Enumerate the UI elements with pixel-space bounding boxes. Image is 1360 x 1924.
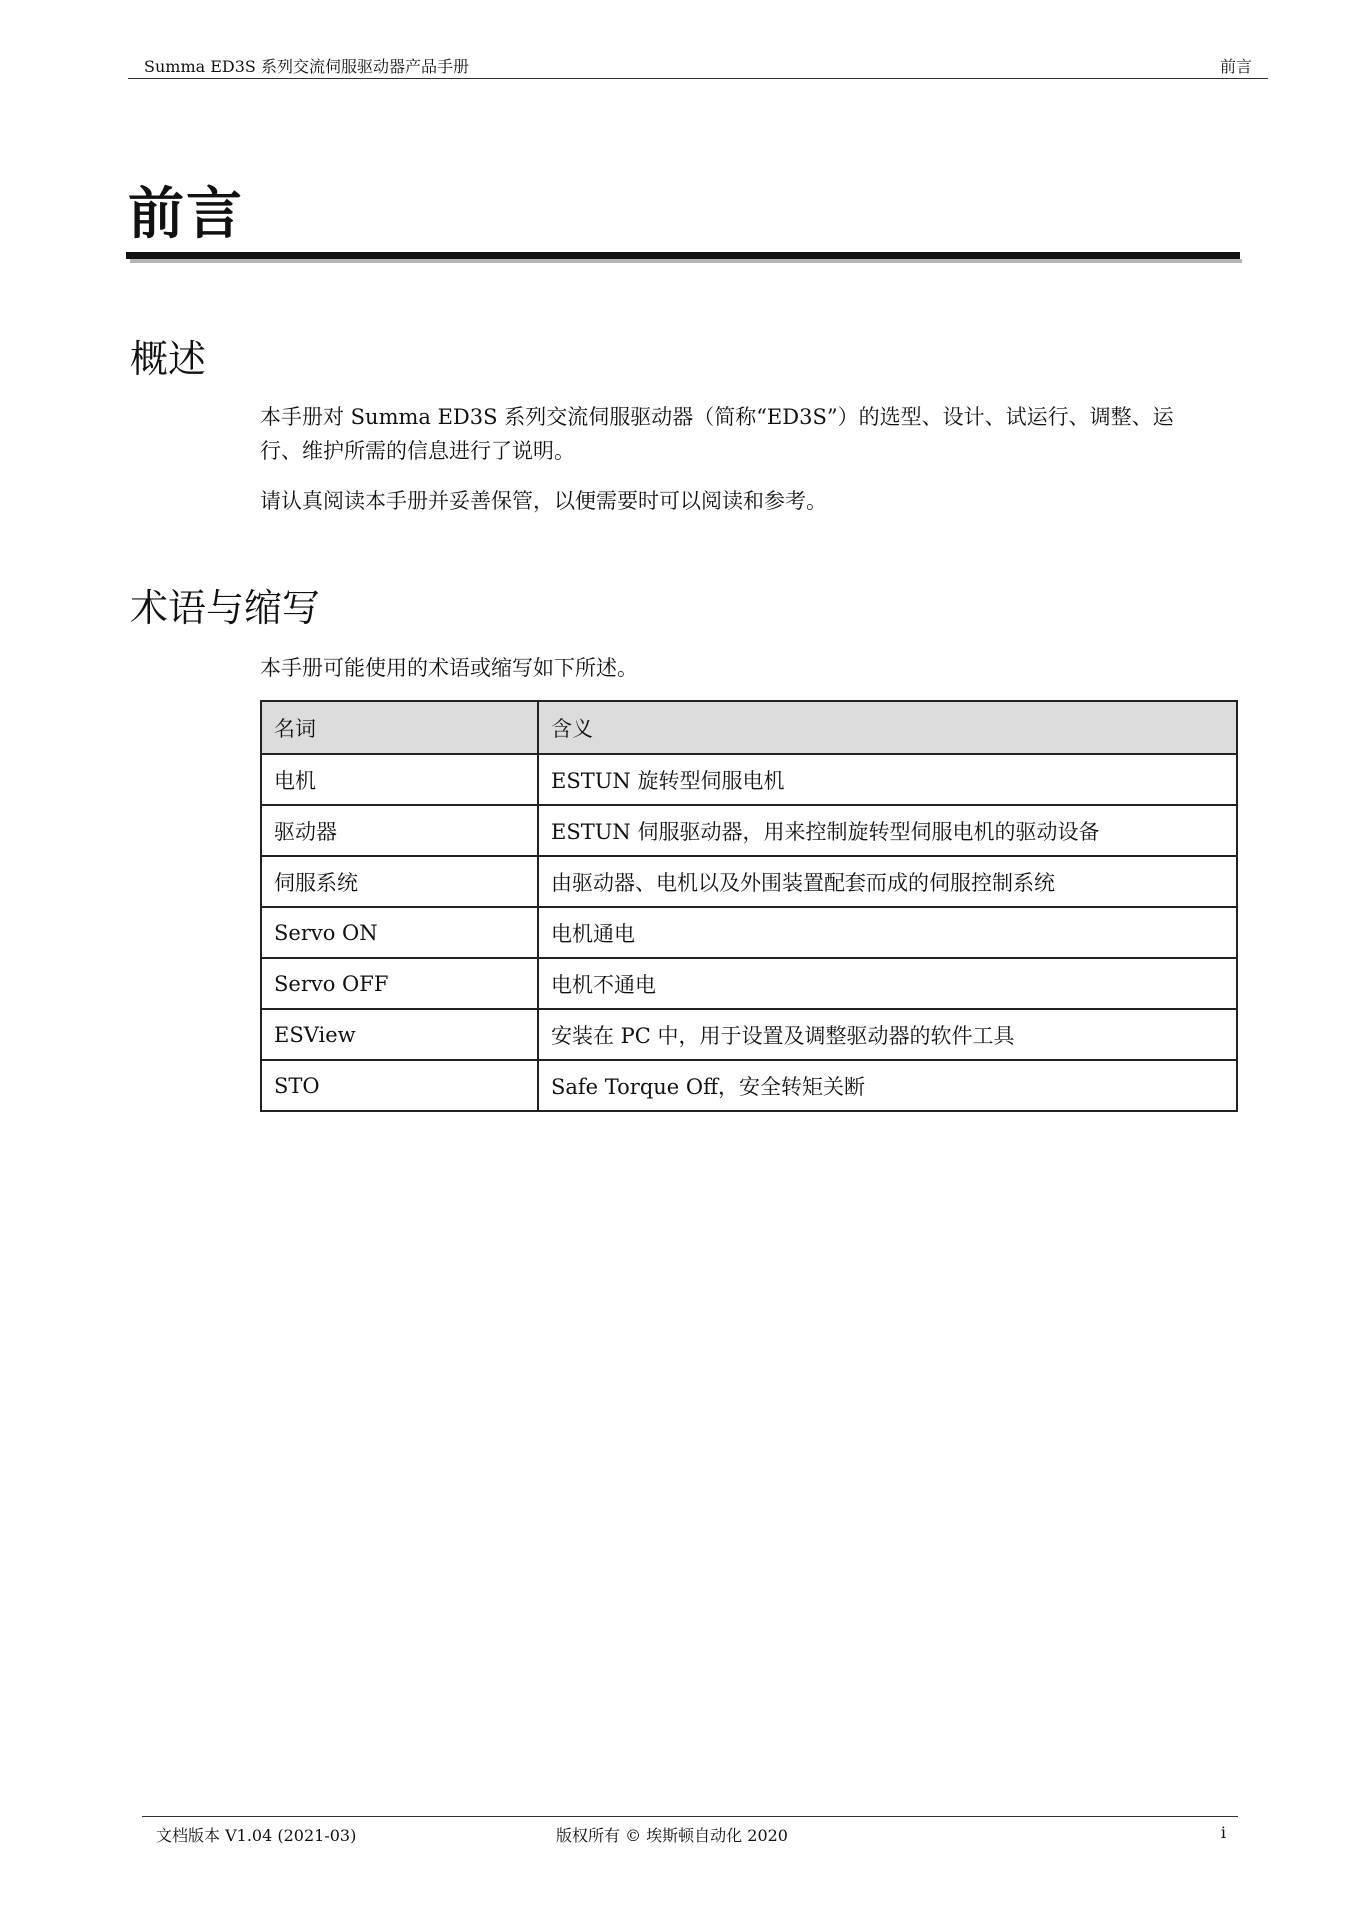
title-rule (126, 252, 1240, 259)
overview-heading: 概述 (130, 337, 207, 381)
terms-heading: 术语与缩写 (130, 586, 321, 630)
overview-paragraph-1-line-2: 行、维护所需的信息进行了说明。 (260, 439, 575, 463)
term-cell: ESView (261, 1009, 538, 1060)
chapter-name: 前言 (1219, 57, 1252, 76)
term-cell: Servo OFF (261, 958, 538, 1009)
table-row (261, 754, 1237, 805)
page-footer (142, 1816, 1238, 1847)
table-row (261, 856, 1237, 907)
table-row (261, 1060, 1237, 1111)
overview-paragraph-1 (260, 400, 1238, 468)
term-cell: STO (261, 1060, 538, 1111)
column-header-meaning: 含义 (538, 701, 1237, 754)
term-cell: 电机 (261, 754, 538, 805)
overview-paragraph-2: 请认真阅读本手册并妥善保管，以便需要时可以阅读和参考。 (260, 489, 827, 513)
term-cell: 驱动器 (261, 805, 538, 856)
page-title: 前言 (128, 181, 244, 247)
page-header (128, 52, 1268, 79)
terms-table (260, 700, 1238, 1112)
title-rule-shadow (130, 259, 1242, 263)
meaning-cell: 电机不通电 (538, 958, 1237, 1009)
meaning-cell: ESTUN 旋转型伺服电机 (538, 754, 1237, 805)
document-title: Summa ED3S 系列交流伺服驱动器产品手册 (144, 57, 469, 76)
meaning-cell: 电机通电 (538, 907, 1237, 958)
page-number: i (1220, 1823, 1226, 1842)
table-row (261, 805, 1237, 856)
term-cell: Servo ON (261, 907, 538, 958)
terms-intro: 本手册可能使用的术语或缩写如下所述。 (260, 656, 638, 680)
meaning-cell: 由驱动器、电机以及外围装置配套而成的伺服控制系统 (538, 856, 1237, 907)
meaning-cell: ESTUN 伺服驱动器，用来控制旋转型伺服电机的驱动设备 (538, 805, 1237, 856)
table-row (261, 958, 1237, 1009)
table-row (261, 907, 1237, 958)
document-version: 文档版本 V1.04 (2021-03) (156, 1826, 357, 1845)
table-header-row (261, 701, 1237, 754)
overview-paragraph-1-line-1: 本手册对 Summa ED3S 系列交流伺服驱动器（简称“ED3S”）的选型、设计、试运行、调整、运 (260, 405, 1174, 429)
column-header-term: 名词 (261, 701, 538, 754)
meaning-cell: 安装在 PC 中，用于设置及调整驱动器的软件工具 (538, 1009, 1237, 1060)
table-row (261, 1009, 1237, 1060)
copyright-notice: 版权所有 © 埃斯顿自动化 2020 (556, 1826, 788, 1845)
term-cell: 伺服系统 (261, 856, 538, 907)
meaning-cell: Safe Torque Off，安全转矩关断 (538, 1060, 1237, 1111)
